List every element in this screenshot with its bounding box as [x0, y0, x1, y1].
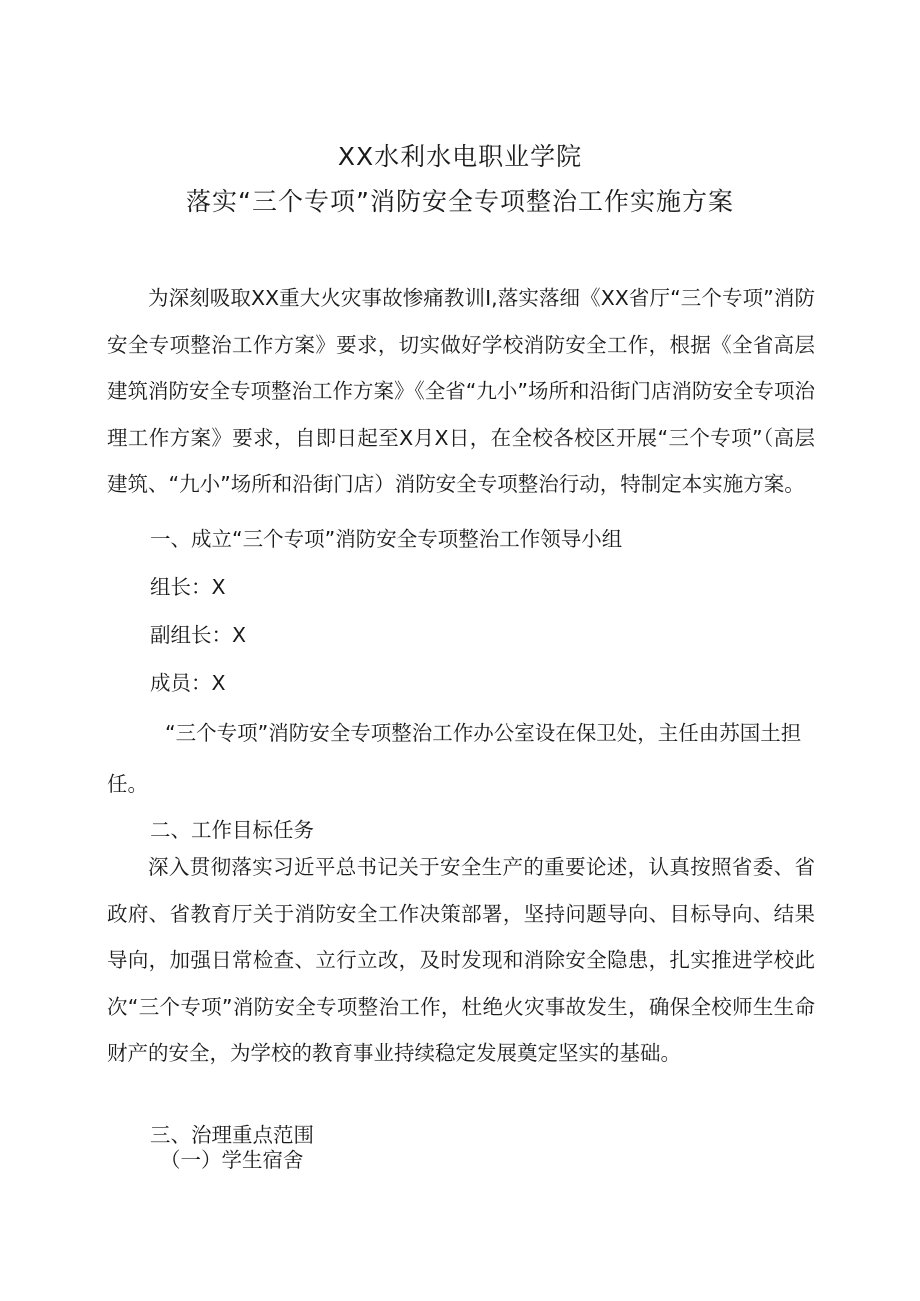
section2-paragraph: 深入贯彻落实习近平总书记关于安全生产的重要论述，认真按照省委、省政府、省教育厅关于消防安全工作决策部署，坚持问题导向、目标导向、结果导向，加强日常检查、立行立改，及时发现和消除安全隐患，扎实推进学校此次“三个专项”消防安全专项整治工作，杜绝火灾事故发生，确保全校师生生命财产的安全，为学校的教育事业持续稳定发展奠定坚实的基础。 — [107, 855, 815, 1065]
leader-line: 组长：X — [150, 575, 226, 599]
subsection1-heading: （一）学生宿舍 — [160, 1148, 304, 1172]
intro-paragraph: 为深刻吸取XX重大火灾事故惨痛教训I,落实落细《XX省厅“三个专项”消防安全专项整治工作方案》要求，切实做好学校消防安全工作，根据《全省高层建筑消防安全专项整治工作方案》《全省“九小”场所和沿街门店消防安全专项治理工作方案》要求，自即日起至X月X日，在全校各校区开展“三个专项”（高层建筑、“九小”场所和沿街门店）消防安全专项整治行动，特制定本实施方案。 — [107, 286, 815, 496]
document-title-school: XX水利水电职业学院 — [337, 142, 583, 171]
section3-heading: 三、治理重点范围 — [150, 1123, 314, 1147]
vice-leader-line: 副组长：X — [150, 623, 247, 647]
section1-heading: 一、成立“三个专项”消防安全专项整治工作领导小组 — [150, 527, 623, 551]
document-title-plan: 落实“三个专项”消防安全专项整治工作实施方案 — [186, 187, 734, 216]
office-note-paragraph: “三个专项”消防安全专项整治工作办公室设在保卫处，主任由苏国土担任。 — [107, 721, 802, 796]
section2-heading: 二、工作目标任务 — [150, 818, 314, 842]
members-line: 成员：X — [150, 671, 226, 695]
